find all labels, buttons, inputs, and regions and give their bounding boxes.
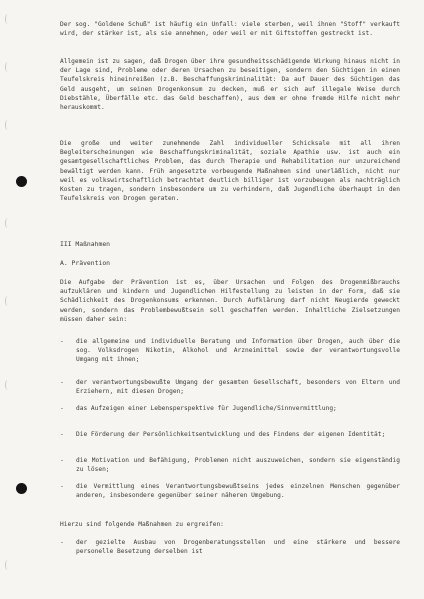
margin-mark	[5, 296, 10, 306]
paragraph-goldener-schuss	[60, 20, 400, 38]
list-item-text: die allgemeine und individuelle Beratung und Information über Drogen, auch über die sog. Volksdrogen Nikotin, Alkohol und Arzneimittel sowie der verantwortungsvolle Umgang mit ihnen;	[76, 338, 400, 364]
list-item-text: der gezielte Ausbau von Drogenberatungsstellen und eine stärkere und bessere personelle Besetzung derselben ist	[76, 539, 400, 556]
subsection-heading: A. Prävention	[60, 259, 111, 267]
punch-hole	[16, 176, 27, 187]
margin-mark	[5, 218, 10, 228]
margin-mark	[5, 380, 10, 390]
punch-hole	[16, 483, 27, 494]
margin-mark	[5, 14, 10, 24]
list-item-text: das Aufzeigen einer Lebensperspektive für Jugendliche/Sinnvermittlung;	[76, 405, 337, 412]
bullet-dash: -	[60, 379, 64, 386]
paragraph-text: Hierzu sind folgende Maßnahmen zu ergreifen:	[60, 521, 224, 528]
paragraph-massnahmen-intro	[60, 520, 400, 529]
paragraph-text: Der sog. "Goldene Schuß" ist häufig ein Unfall: viele sterben, weil ihnen "Stoff" verkauft wird, der stärker ist, als sie annehmen, oder weil er mit Giftstoffen gestreckt ist.	[60, 21, 400, 38]
margin-mark	[5, 62, 10, 72]
list-item-text: der verantwortungsbewußte Umgang der gesamten Gesellschaft, besonders von Eltern und Erziehern, mit diesen Drogen;	[76, 379, 400, 396]
paragraph-praevention	[60, 278, 400, 324]
paragraph-gesellschaft	[60, 139, 400, 203]
list-item-text: die Vermittlung eines Verantwortungsbewußtseins jedes einzelnen Menschen gegenüber anderen, insbesondere gegenüber seiner näheren Umgebung.	[76, 483, 400, 500]
margin-mark	[5, 120, 10, 130]
bullet-dash: -	[60, 457, 64, 464]
paragraph-text: Die Aufgabe der Prävention ist es, über Ursachen und Folgen des Drogenmißbrauchs aufzuklären und kindern und Jugendlichen Hilfestellung zu leisten in der Form, daß sie Schädlichkeit des Drogenkonsums erkennen. Durch Aufklärung darf nicht Neugierde geweckt werden, sondern das Problembewußtsein soll geschaffen werden. Inhaltliche Zielsetzungen müssen daher sein:	[60, 279, 400, 323]
list-item-text: Die Förderung der Persönlichkeitsentwicklung und des Findens der eigenen Identität;	[76, 431, 386, 438]
paragraph-teufelskreis	[60, 57, 400, 112]
list-item-text: die Motivation und Befähigung, Problemen nicht auszuweichen, sondern sie eigenständig zu lösen;	[76, 457, 400, 474]
bullet-dash: -	[60, 338, 64, 345]
bullet-dash: -	[60, 539, 64, 546]
bullet-dash: -	[60, 483, 64, 490]
section-heading: III Maßnahmen	[60, 240, 111, 248]
paragraph-text: Allgemein ist zu sagen, daß Drogen über ihre gesundheitsschädigende Wirkung hinaus nicht in der Lage sind, Probleme oder deren Ursachen zu beseitigen, sondern den Süchtigen in einen Teufelskreis hineinreißen (z.B. Beschaffungskriminalität: Da auf Dauer des Süchtigen das Geld ausgeht, um seinen Drogenkonsum zu decken, muß er sich auf illegale Weise durch Diebstähle, Überfälle etc. das Geld beschaffen), aus dem er ohne fremde Hilfe nicht mehr herauskommt.	[60, 58, 400, 112]
bullet-dash: -	[60, 431, 64, 438]
margin-mark	[5, 560, 10, 570]
bullet-dash: -	[60, 405, 64, 412]
paragraph-text: Die große und weiter zunehmende Zahl individueller Schicksale mit all ihren Begleiterscheinungen wie Beschaffungskriminalität, soziale Apathie usw. ist auch ein gesamtgesellschaftliches Problem, das durch Therapie und Rehabilitation nur unzureichend bewältigt werden kann. Früh angesetzte vorbeugende Maßnahmen sind unerläßlich, nicht nur weil es volkswirtschaftlich betrachtet deutlich billiger ist vorzubeugen als nachträglich Kosten zu tragen, sondern insbesondere um zu verhindern, daß Jugendliche überhaupt in den Teufelskreis von Drogen geraten.	[60, 140, 400, 203]
